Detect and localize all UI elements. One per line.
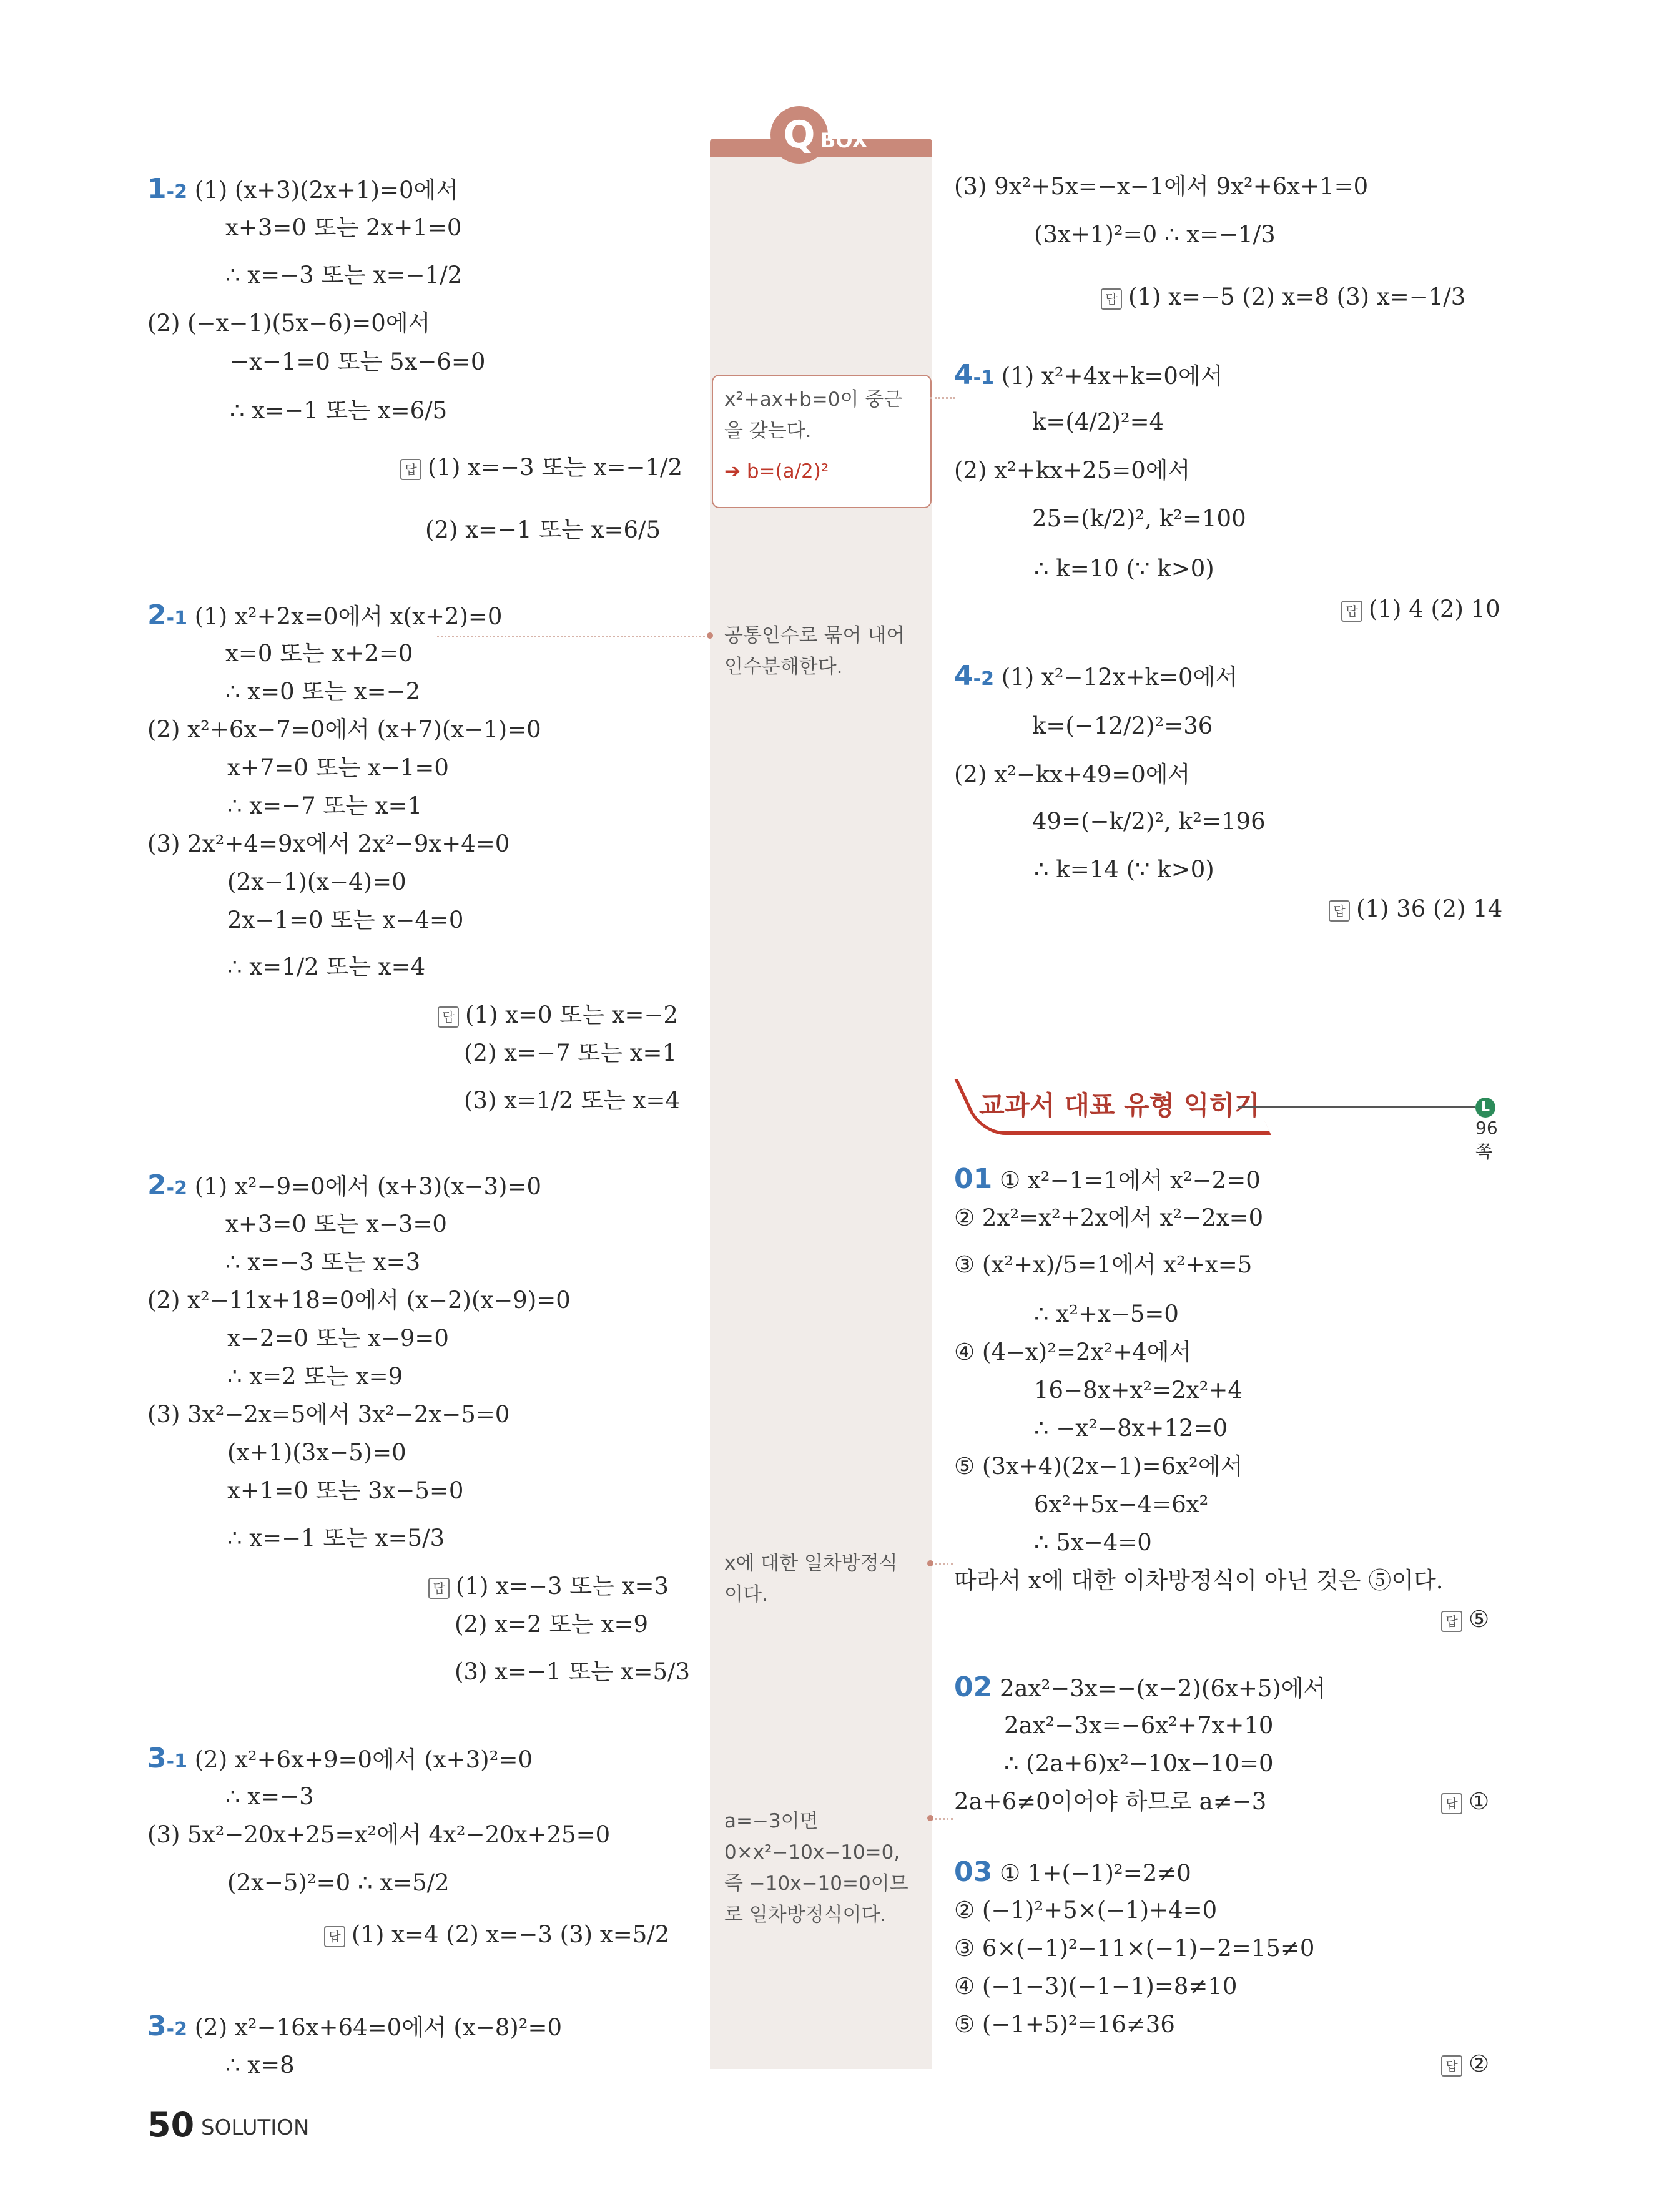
solution-line: 1-2 (1) (x+3)(2x+1)=0에서 bbox=[147, 173, 459, 205]
note-leader-line bbox=[935, 1818, 953, 1820]
solution-line: ∴ x=−3 bbox=[225, 1783, 314, 1810]
answer-icon: 답 bbox=[324, 1926, 345, 1947]
note-dot bbox=[927, 1815, 933, 1821]
lesson-icon: L bbox=[1475, 1098, 1495, 1118]
answer-text: (1) x=0 또는 x=−2 bbox=[465, 1001, 678, 1028]
answer-text: (1) 4 (2) 10 bbox=[1369, 596, 1500, 622]
answer-text: (1) x=−5 (2) x=8 (3) x=−1/3 bbox=[1128, 283, 1466, 310]
solution-line: ∴ k=14 (∵ k>0) bbox=[1034, 856, 1214, 883]
section-ref-text: 96쪽 bbox=[1475, 1118, 1498, 1162]
solution-line: k=(4/2)²=4 bbox=[1032, 408, 1164, 435]
answer-icon: 답 bbox=[1441, 1611, 1462, 1632]
solution-line: ∴ x²+x−5=0 bbox=[1034, 1300, 1179, 1327]
solution-line: ∴ −x²−8x+12=0 bbox=[1034, 1415, 1228, 1442]
solution-line: (2) x²+6x−7=0에서 (x+7)(x−1)=0 bbox=[147, 716, 541, 743]
answer-icon: 답 bbox=[400, 459, 421, 480]
footer-label: SOLUTION bbox=[201, 2115, 310, 2140]
solution-line: (3x+1)²=0 ∴ x=−1/3 bbox=[1034, 221, 1276, 248]
solution-line: ∴ x=−1 또는 x=5/3 bbox=[227, 1525, 445, 1551]
solution-line: ∴ x=−7 또는 x=1 bbox=[227, 792, 423, 819]
line-text: (2) x²+6x+9=0에서 (x+3)²=0 bbox=[194, 1746, 533, 1773]
solution-line: (2x−5)²=0 ∴ x=5/2 bbox=[227, 1869, 450, 1896]
solution-line: ∴ x=−3 또는 x=3 bbox=[225, 1249, 421, 1276]
solution-line: x+7=0 또는 x−1=0 bbox=[227, 754, 449, 781]
solution-line: x+3=0 또는 x−3=0 bbox=[225, 1211, 447, 1237]
qbox-logo bbox=[770, 106, 877, 162]
note-text: 이다. bbox=[724, 1583, 768, 1606]
answer-line: (3) x=−1 또는 x=5/3 bbox=[455, 1658, 691, 1685]
solution-line: 2x−1=0 또는 x−4=0 bbox=[227, 907, 464, 933]
solution-line: (2) x²−kx+49=0에서 bbox=[954, 761, 1191, 788]
note-text: 인수분해한다. bbox=[724, 656, 843, 678]
answer-line: (3) x=1/2 또는 x=4 bbox=[464, 1087, 681, 1114]
answer-icon: 답 bbox=[438, 1006, 459, 1028]
answer-line bbox=[1441, 1600, 1489, 1638]
solution-line: ② (−1)²+5×(−1)+4=0 bbox=[954, 1897, 1218, 1924]
note-text: x²+ax+b=0이 중근 bbox=[724, 388, 903, 411]
solution-line: ⑤ (3x+4)(2x−1)=6x²에서 bbox=[954, 1453, 1243, 1480]
answer-line bbox=[438, 996, 678, 1034]
solution-line: ∴ k=10 (∵ k>0) bbox=[1034, 555, 1214, 582]
line-text: (1) x²+4x+k=0에서 bbox=[1001, 363, 1223, 390]
answer-text: (1) x=−3 또는 x=3 bbox=[456, 1573, 669, 1600]
solution-line: ∴ x=−1 또는 x=6/5 bbox=[230, 397, 448, 424]
answer-text: (1) x=4 (2) x=−3 (3) x=5/2 bbox=[352, 1921, 670, 1948]
solution-line: ∴ x=2 또는 x=9 bbox=[227, 1363, 403, 1390]
solution-line: 2-2 (1) x²−9=0에서 (x+3)(x−3)=0 bbox=[147, 1169, 542, 1201]
answer-text: (1) x=−3 또는 x=−1/2 bbox=[428, 454, 683, 481]
solution-line: 25=(k/2)², k²=100 bbox=[1032, 505, 1246, 532]
solution-line: ∴ x=8 bbox=[225, 2052, 295, 2078]
answer-line bbox=[1441, 1782, 1489, 1821]
solution-line: (2) x²−11x+18=0에서 (x−2)(x−9)=0 bbox=[147, 1287, 571, 1314]
answer-line bbox=[1329, 890, 1502, 928]
line-text: (1) x²−12x+k=0에서 bbox=[1001, 664, 1238, 691]
note-text: ➔ b=(a/2)² bbox=[724, 460, 829, 483]
solution-line: (3) 2x²+4=9x에서 2x²−9x+4=0 bbox=[147, 830, 510, 857]
answer-line bbox=[1441, 2045, 1489, 2083]
answer-line bbox=[1101, 278, 1465, 316]
solution-line: 03 ① 1+(−1)²=2≠0 bbox=[954, 1856, 1191, 1888]
solution-line: ④ (−1−3)(−1−1)=8≠10 bbox=[954, 1973, 1238, 2000]
note-text: x에 대한 일차방정식 bbox=[724, 1552, 898, 1575]
solution-line: 6x²+5x−4=6x² bbox=[1034, 1491, 1209, 1518]
line-text: (2) x²−16x+64=0에서 (x−8)²=0 bbox=[194, 2014, 563, 2041]
section-header bbox=[954, 1079, 1498, 1162]
qbox-box-label: BOX bbox=[820, 129, 868, 152]
solution-line: (3) 5x²−20x+25=x²에서 4x²−20x+25=0 bbox=[147, 1821, 611, 1848]
solution-line: (3) 3x²−2x=5에서 3x²−2x−5=0 bbox=[147, 1401, 510, 1428]
answer-icon: 답 bbox=[1329, 900, 1350, 922]
answer-line bbox=[400, 448, 682, 486]
line-text: 2ax²−3x=−(x−2)(6x+5)에서 bbox=[1000, 1675, 1326, 1702]
solution-line: 4-2 (1) x²−12x+k=0에서 bbox=[954, 660, 1238, 692]
line-text: (1) (x+3)(2x+1)=0에서 bbox=[194, 177, 459, 204]
solution-line: ③ (x²+x)/5=1에서 x²+x=5 bbox=[954, 1251, 1253, 1278]
solution-line: ∴ (2a+6)x²−10x−10=0 bbox=[1004, 1750, 1274, 1777]
note-leader-line bbox=[437, 636, 709, 637]
answer-line bbox=[324, 1915, 669, 1954]
answer-text: ② bbox=[1469, 2050, 1490, 2077]
solution-line: (2) (−x−1)(5x−6)=0에서 bbox=[147, 310, 431, 337]
answer-line: (2) x=−1 또는 x=6/5 bbox=[425, 516, 661, 543]
solution-line: 01 ① x²−1=1에서 x²−2=0 bbox=[954, 1163, 1261, 1195]
solution-line: ∴ x=1/2 또는 x=4 bbox=[227, 953, 426, 980]
answer-text: (1) 36 (2) 14 bbox=[1356, 895, 1503, 922]
section-title: 교과서 대표 유형 익히기 bbox=[979, 1090, 1260, 1121]
solution-line: (2) x²+kx+25=0에서 bbox=[954, 457, 1191, 484]
note-leader-line bbox=[935, 1563, 953, 1565]
answer-text: ⑤ bbox=[1469, 1606, 1490, 1633]
solution-line: x−2=0 또는 x−9=0 bbox=[227, 1325, 449, 1352]
solution-line: (3) 9x²+5x=−x−1에서 9x²+6x+1=0 bbox=[954, 173, 1369, 200]
solution-line: x+1=0 또는 3x−5=0 bbox=[227, 1477, 464, 1504]
solution-line: 49=(−k/2)², k²=196 bbox=[1032, 808, 1266, 835]
note-leader-line bbox=[930, 397, 955, 399]
line-text: (1) x²−9=0에서 (x+3)(x−3)=0 bbox=[194, 1173, 542, 1200]
solution-line: (x+1)(3x−5)=0 bbox=[227, 1439, 406, 1466]
solution-line: ⑤ (−1+5)²=16≠36 bbox=[954, 2011, 1175, 2038]
answer-line bbox=[428, 1567, 669, 1605]
solution-line: x=0 또는 x+2=0 bbox=[225, 640, 413, 667]
answer-icon: 답 bbox=[428, 1578, 450, 1599]
answer-text: ① bbox=[1469, 1788, 1490, 1815]
solution-line: ④ (4−x)²=2x²+4에서 bbox=[954, 1339, 1192, 1365]
solution-line: ∴ x=0 또는 x=−2 bbox=[225, 678, 421, 705]
solution-line: −x−1=0 또는 5x−6=0 bbox=[230, 348, 486, 375]
line-text: ① 1+(−1)²=2≠0 bbox=[1000, 1860, 1191, 1887]
solution-line: 2-1 (1) x²+2x=0에서 x(x+2)=0 bbox=[147, 599, 503, 631]
section-rule bbox=[1238, 1106, 1475, 1108]
solution-line: ∴ x=−3 또는 x=−1/2 bbox=[225, 262, 463, 288]
solution-line: ③ 6×(−1)²−11×(−1)−2=15≠0 bbox=[954, 1935, 1315, 1962]
line-text: (1) x²+2x=0에서 x(x+2)=0 bbox=[194, 603, 503, 630]
note-text: a=−3이면 bbox=[724, 1810, 819, 1832]
qbox-q-letter: Q bbox=[770, 106, 828, 164]
note-text: 0×x²−10x−10=0, bbox=[724, 1841, 900, 1864]
answer-icon: 답 bbox=[1101, 288, 1122, 310]
solution-line: (2x−1)(x−4)=0 bbox=[227, 868, 406, 895]
note-dot bbox=[927, 1560, 933, 1566]
note-text: 로 일차방정식이다. bbox=[724, 1904, 887, 1926]
note-dot bbox=[707, 632, 713, 639]
solution-line: ∴ 5x−4=0 bbox=[1034, 1529, 1152, 1556]
solution-line: 3-2 (2) x²−16x+64=0에서 (x−8)²=0 bbox=[147, 2010, 563, 2042]
note-text: 즉 −10x−10=0이므 bbox=[724, 1872, 908, 1895]
answer-line: (2) x=−7 또는 x=1 bbox=[464, 1040, 677, 1066]
solution-line: 2ax²−3x=−6x²+7x+10 bbox=[1004, 1712, 1274, 1739]
solution-line: 2a+6≠0이어야 하므로 a≠−3 bbox=[954, 1788, 1267, 1815]
answer-line: (2) x=2 또는 x=9 bbox=[455, 1611, 648, 1638]
page-number: 50 bbox=[147, 2105, 195, 2145]
solution-line: 4-1 (1) x²+4x+k=0에서 bbox=[954, 359, 1223, 391]
line-text: ① x²−1=1에서 x²−2=0 bbox=[1000, 1167, 1261, 1194]
solution-line: 16−8x+x²=2x²+4 bbox=[1034, 1377, 1243, 1403]
answer-line bbox=[1341, 590, 1500, 628]
solution-line: x+3=0 또는 2x+1=0 bbox=[225, 214, 462, 241]
answer-icon: 답 bbox=[1441, 1793, 1462, 1814]
answer-icon: 답 bbox=[1341, 601, 1362, 622]
solution-line: 따라서 x에 대한 이차방정식이 아닌 것은 ⑤이다. bbox=[954, 1567, 1444, 1594]
solution-line: k=(−12/2)²=36 bbox=[1032, 712, 1213, 739]
note-text: 을 갖는다. bbox=[724, 420, 812, 442]
section-page-ref bbox=[1475, 1095, 1499, 1163]
solution-line: ② 2x²=x²+2x에서 x²−2x=0 bbox=[954, 1204, 1264, 1231]
answer-icon: 답 bbox=[1441, 2055, 1462, 2077]
note-text: 공통인수로 묶어 내어 bbox=[724, 624, 905, 647]
solution-line: 02 2ax²−3x=−(x−2)(6x+5)에서 bbox=[954, 1671, 1326, 1703]
solution-line: 3-1 (2) x²+6x+9=0에서 (x+3)²=0 bbox=[147, 1743, 533, 1774]
